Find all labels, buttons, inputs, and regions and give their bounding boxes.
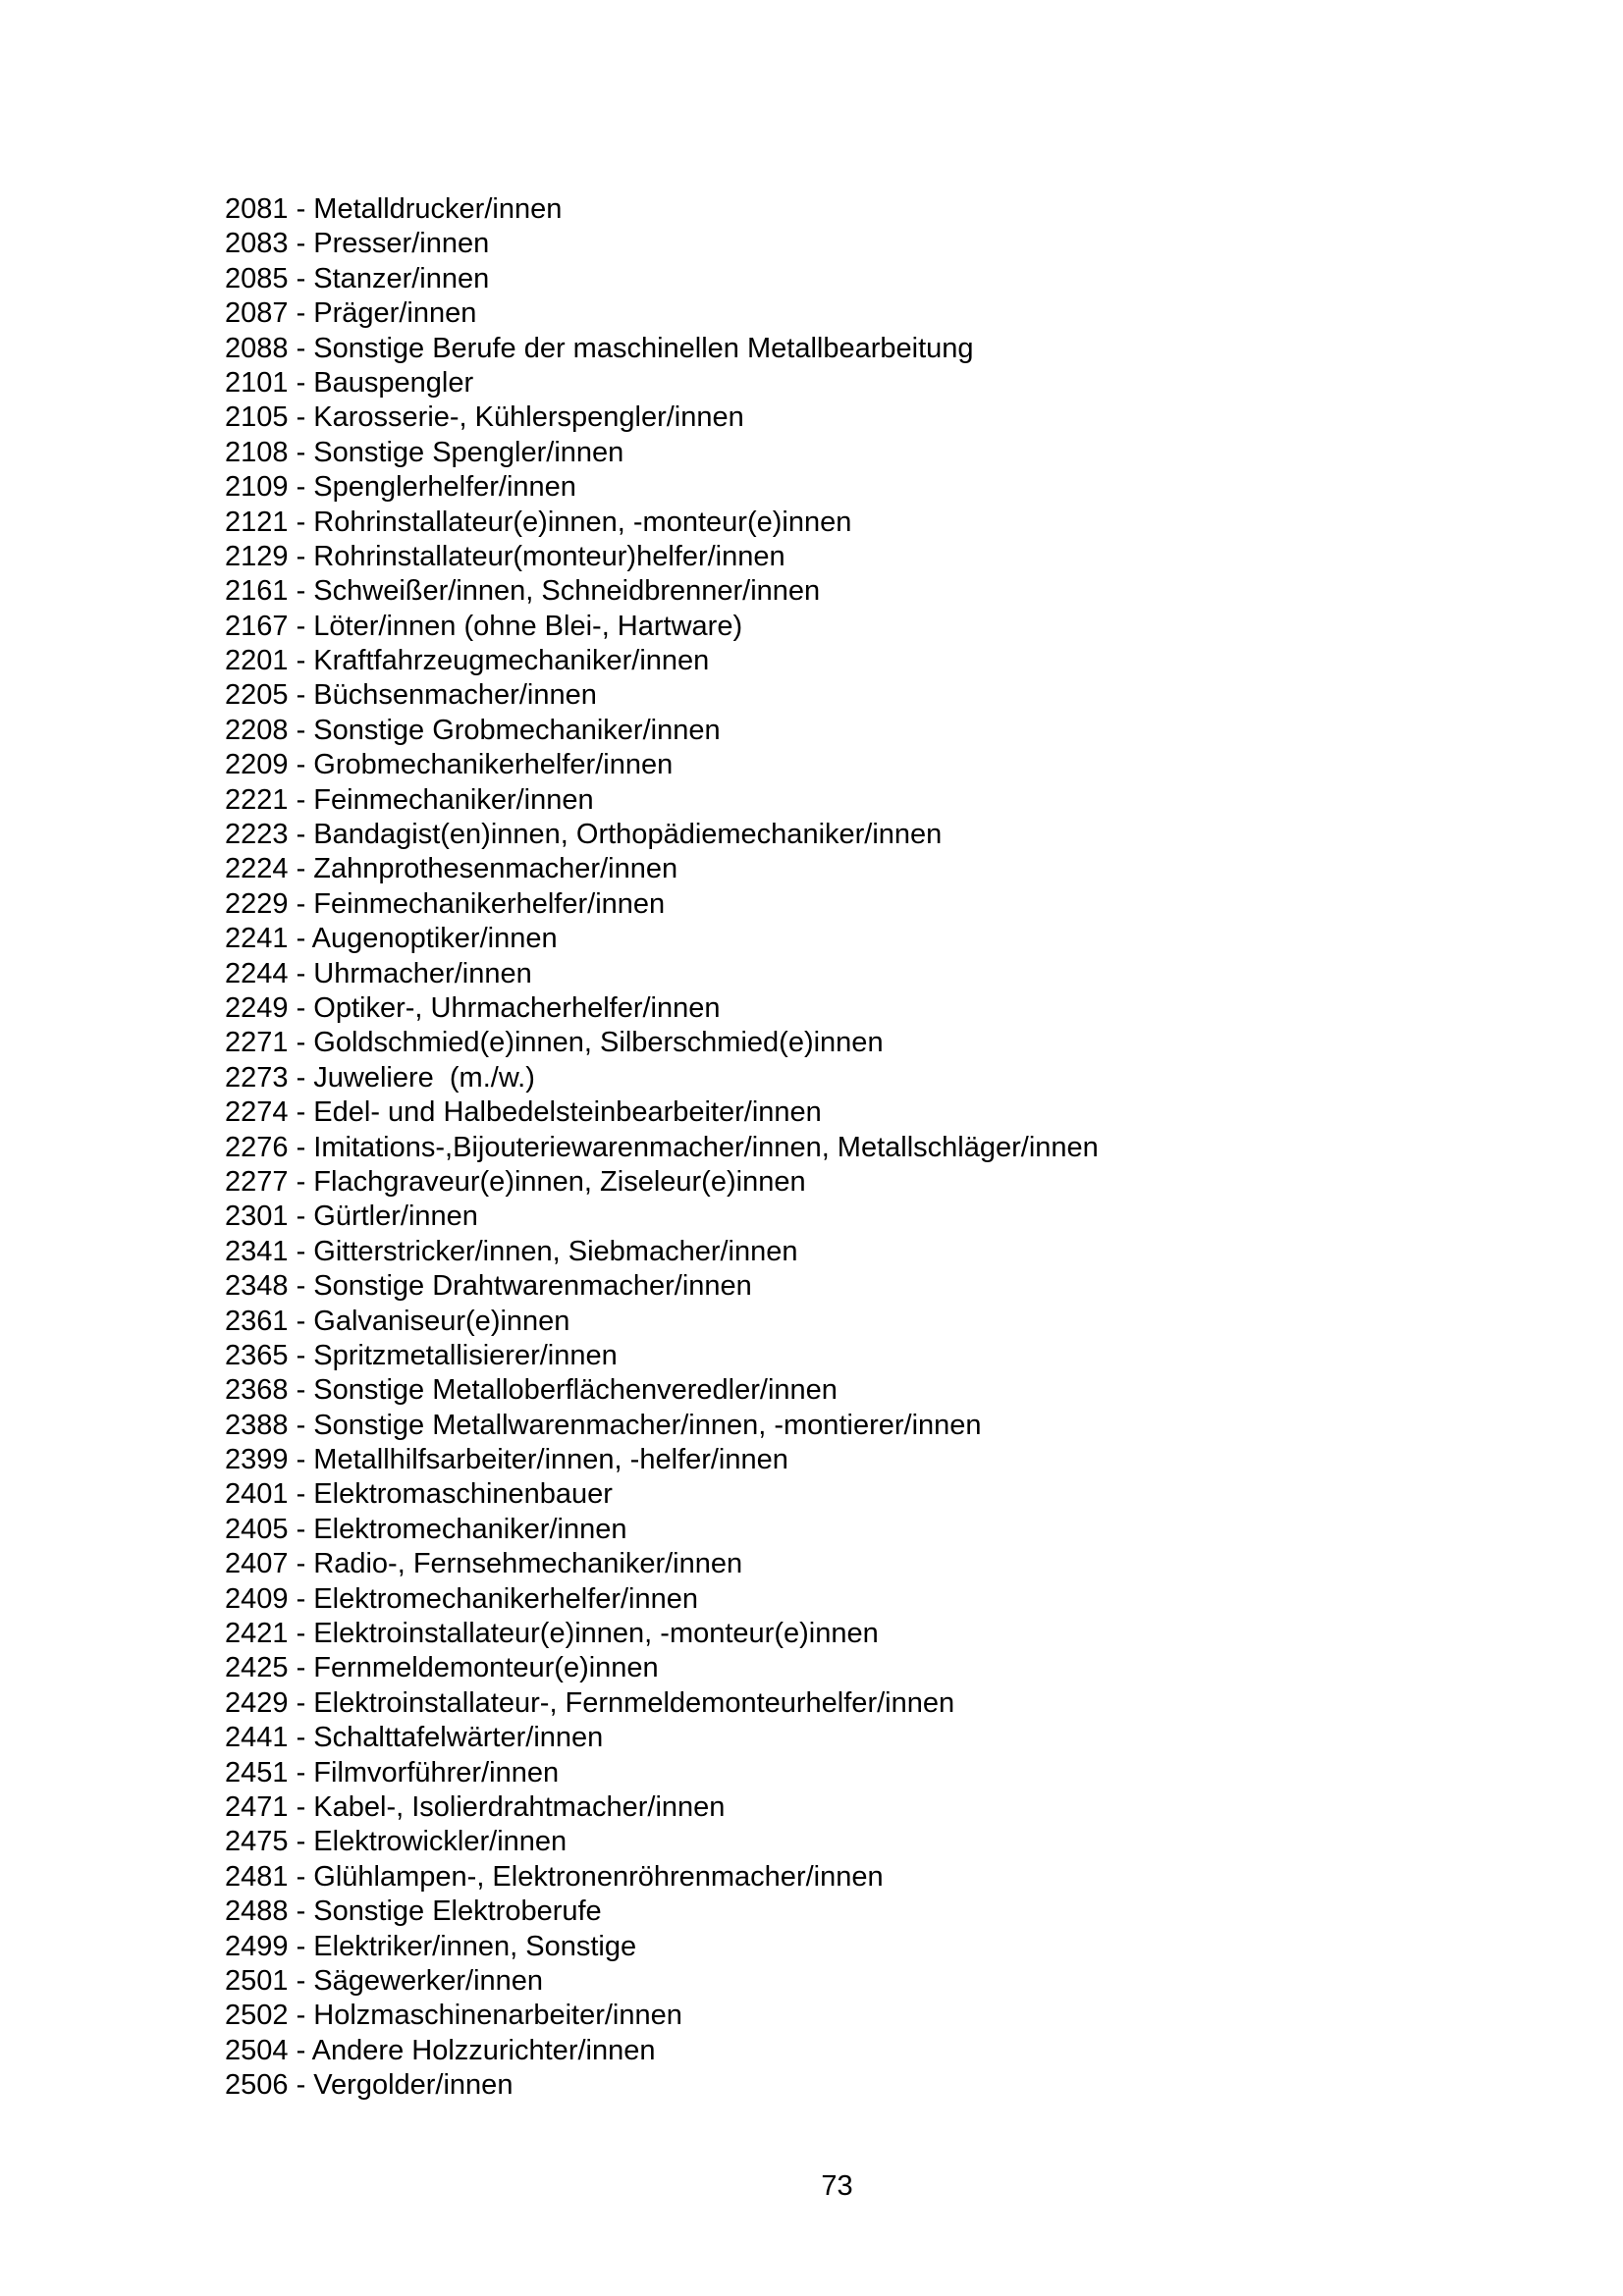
list-item: 2388 - Sonstige Metallwarenmacher/innen, -montierer/innen [225,1409,982,1441]
list-item: 2368 - Sonstige Metalloberflächenveredler/innen [225,1374,838,1407]
list-item: 2361 - Galvaniseur(e)innen [225,1305,570,1337]
list-item: 2229 - Feinmechanikerhelfer/innen [225,887,666,920]
list-item: 2224 - Zahnprothesenmacher/innen [225,853,678,885]
list-item: 2506 - Vergolder/innen [225,2069,514,2102]
list-item: 2088 - Sonstige Berufe der maschinellen Metallbearbeitung [225,332,974,364]
list-item: 2401 - Elektromaschinenbauer [225,1478,613,1511]
list-item: 2249 - Optiker-, Uhrmacherhelfer/innen [225,991,721,1024]
list-item: 2407 - Radio-, Fernsehmechaniker/innen [225,1548,743,1580]
list-item: 2475 - Elektrowickler/innen [225,1826,568,1858]
list-item: 2121 - Rohrinstallateur(e)innen, -monteur(e)innen [225,506,852,538]
list-item: 2273 - Juweliere (m./w.) [225,1061,535,1094]
list-item: 2301 - Gürtler/innen [225,1201,478,1233]
list-item: 2277 - Flachgraveur(e)innen, Ziseleur(e)innen [225,1165,806,1198]
list-item: 2083 - Presser/innen [225,228,490,260]
list-item: 2399 - Metallhilfsarbeiter/innen, -helfer/innen [225,1444,788,1476]
list-item: 2502 - Holzmaschinenarbeiter/innen [225,2000,682,2032]
list-item: 2441 - Schalttafelwärter/innen [225,1722,604,1754]
list-item: 2341 - Gitterstricker/innen, Siebmacher/innen [225,1235,798,1267]
list-item: 2167 - Löter/innen (ohne Blei-, Hartware) [225,610,743,642]
list-item: 2271 - Goldschmied(e)innen, Silberschmied(e)innen [225,1027,884,1059]
list-item: 2209 - Grobmechanikerhelfer/innen [225,749,674,781]
list-item: 2221 - Feinmechaniker/innen [225,783,594,816]
occupation-code-list [225,192,1099,2103]
list-item: 2499 - Elektriker/innen, Sonstige [225,1930,637,1962]
list-item: 2201 - Kraftfahrzeugmechaniker/innen [225,645,710,677]
list-item: 2087 - Präger/innen [225,297,477,330]
list-item: 2161 - Schweißer/innen, Schneidbrenner/innen [225,575,821,608]
list-item: 2405 - Elektromechaniker/innen [225,1513,627,1545]
list-item: 2471 - Kabel-, Isolierdrahtmacher/innen [225,1790,726,1823]
list-item: 2109 - Spenglerhelfer/innen [225,471,576,504]
list-item: 2348 - Sonstige Drahtwarenmacher/innen [225,1270,752,1303]
list-item: 2105 - Karosserie-, Kühlerspengler/innen [225,401,744,434]
list-item: 2481 - Glühlampen-, Elektronenröhrenmacher/innen [225,1860,884,1893]
list-item: 2451 - Filmvorführer/innen [225,1756,560,1789]
list-item: 2276 - Imitations-,Bijouteriewarenmacher/innen, Metallschläger/innen [225,1131,1099,1163]
list-item: 2365 - Spritzmetallisierer/innen [225,1339,618,1371]
list-item: 2421 - Elektroinstallateur(e)innen, -monteur(e)innen [225,1618,879,1650]
list-item: 2129 - Rohrinstallateur(monteur)helfer/innen [225,540,785,572]
list-item: 2504 - Andere Holzzurichter/innen [225,2034,656,2066]
list-item: 2081 - Metalldrucker/innen [225,193,563,225]
list-item: 2501 - Sägewerker/innen [225,1964,544,1997]
list-item: 2101 - Bauspengler [225,366,474,399]
list-item: 2205 - Büchsenmacher/innen [225,679,597,712]
list-item: 2208 - Sonstige Grobmechaniker/innen [225,714,721,746]
list-item: 2244 - Uhrmacher/innen [225,957,532,989]
list-item: 2085 - Stanzer/innen [225,262,490,294]
list-item: 2223 - Bandagist(en)innen, Orthopädiemechaniker/innen [225,819,943,851]
list-item: 2241 - Augenoptiker/innen [225,923,558,955]
list-item: 2409 - Elektromechanikerhelfer/innen [225,1582,698,1615]
list-item: 2108 - Sonstige Spengler/innen [225,436,624,468]
list-item: 2425 - Fernmeldemonteur(e)innen [225,1652,659,1684]
list-item: 2274 - Edel- und Halbedelsteinbearbeiter/innen [225,1096,822,1129]
list-item: 2429 - Elektroinstallateur-, Fernmeldemonteurhelfer/innen [225,1686,955,1719]
list-item: 2488 - Sonstige Elektroberufe [225,1896,602,1928]
page-number: 73 [821,2170,853,2202]
